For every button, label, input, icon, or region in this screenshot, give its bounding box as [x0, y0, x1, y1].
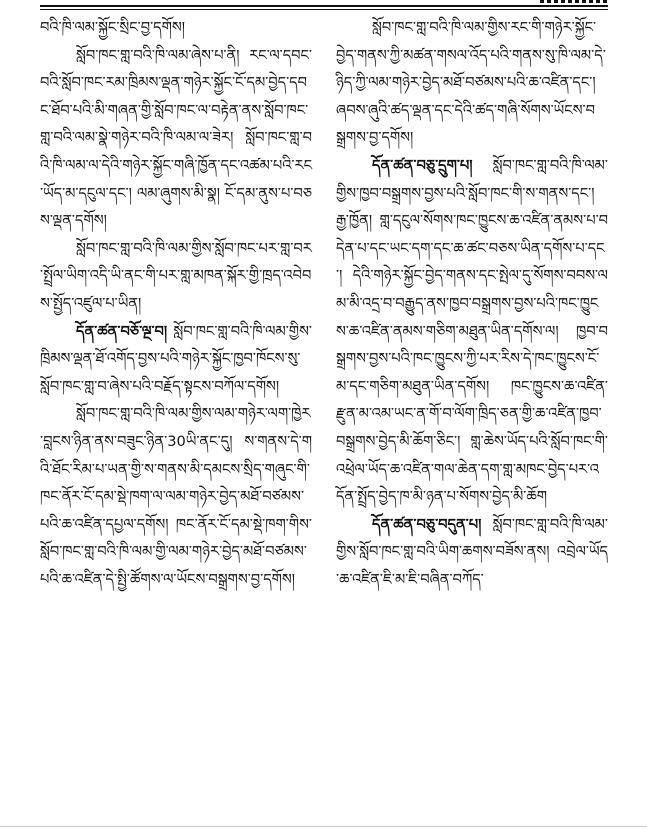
left-paragraph-1-text: བའི་ཁི་ལམ་སྐྱོང་སྲིང་བྱ་དགོས།	[40, 19, 185, 36]
left-paragraph-3-text: སློབ་ཁང་གླ་བའི་ཁི་ལམ་གྱིས་སློབ་ཁང་པར་གླ་བར་སྤྲོལ་ཡིག་འདི་ཡི་ནང་གི་པར་གླ་མཁན་སྐོར་གྱི་ཁྲད་འབེབས་སྤྱོད་འཛུལ་པ་ཡིན།	[40, 239, 312, 312]
right-column	[336, 14, 608, 593]
right-paragraph-3-text: སློབ་ཁང་གླ་བའི་ཁི་ལམ་གྱིས་སློབ་ཁང་གླ་བའི་ཡིག་ཆགས་བཟོས་ནས། འབྲེལ་ཡོད་ཆ་འཛིན་ཇི་མ་ཇི་བཞིན་བཀོད་	[336, 515, 608, 588]
article-15-heading: དོན་ཚན་བཅོ་ལྔ་བ།	[76, 322, 168, 340]
header-rule-thin	[40, 9, 608, 10]
article-16-heading: དོན་ཚན་བཅུ་དྲུག་པ།	[372, 156, 473, 174]
left-paragraph-4	[40, 318, 312, 401]
right-paragraph-3	[336, 511, 608, 594]
left-paragraph-5	[40, 400, 312, 593]
left-paragraph-3	[40, 235, 312, 318]
page-bottom-edge	[0, 826, 647, 827]
header-rule	[40, 5, 608, 7]
right-paragraph-2-text: སློབ་ཁང་གླ་བའི་ཁི་ལམ་གྱིས་ཁྱབ་བསྒྲགས་བྱས་པའི་སློབ་ཁང་གི་ས་གནས་དང་། རྒྱ་ཁྱོན། གླ་དངུལ་སོགས་ཁང་ཁྱུངས་ཆ་འཛིན་ནམས་པ་བདེན་པ་དང་ཡང་དག་དང་ཆ་ཚང་བཅས་ཡིན་དགོས་པ་དང་། དེའི་གཉེར་སྐྱོང་བྱེད་གནས་དང་སྤེལ་དུ་སོགས་བབས་ལམ་མི་འདྲ་བ་བརྒྱུད་ནས་ཁྱབ་བསྒྲགས་བྱས་པའི་ཁང་ཁྱུངས་ཆ་འཛིན་ནམས་གཅིག་མཐུན་ཡིན་དགོས་ལ། ཁྱབ་བསྒྲགས་བྱས་པའི་ཁང་ཁྱུངས་ཀྱི་པར་རིས་དེ་ཁང་ཁྱུངས་ངོ་མ་དང་གཅིག་མཐུན་ཡིན་དགོས། ཁང་ཁྱུངས་ཆ་འཛིན་རྫུན་མ་འམ་ཡང་ན་གོ་བ་ལོག་ཁྲིད་ཅན་གྱི་ཆ་འཛིན་ཁྱབ་བསྒྲགས་བྱེད་མི་ཆོག་ཅིང་། གླ་ཆེས་ཡོད་པའི་སློབ་ཁང་གི་འཕྲེལ་ཡོད་ཆ་འཛིན་གལ་ཆེན་དག་གླ་མཁང་བྱེད་པར་འདོན་སྤྲོད་བྱེད་ཁ་མི་ཉན་པ་སོགས་བྱེད་མི་ཆོག	[336, 156, 608, 506]
left-column	[40, 14, 312, 593]
header-ornament	[540, 0, 608, 3]
left-paragraph-5-text: སློབ་ཁང་གླ་བའི་ཁི་ལམ་གྱིས་ལམ་གཉེར་ལག་ཁྱེར་བླངས་ཉིན་ནས་བཟུང་ཉིན་30ཡི་ནང་དུ། ས་གནས་དེ་གའི་ཐོང་རིམ་པ་ཡན་གྱི་ས་གནས་མི་དམངས་སྲིད་གཞུང་གི་ཁང་ནོར་ངོ་དམ་སྡེ་ཁག་ལ་ལམ་གཉེར་བྱེད་མཐོ་བཙམས་པའི་ཆ་འཛིན་དཔྱལ་དགོས། ཁང་ནོར་ངོ་དམ་སྡེ་ཁག་གིས་སློབ་ཁང་གླ་བའི་ཁི་ལམ་གྱི་ལམ་གཉེར་བྱེད་མཐོ་བཙམས་པའི་ཆ་འཛིན་དེ་སྤྱི་ཚོགས་ལ་ཡོངས་བསྒྲགས་བྱ་དགོས།	[40, 405, 312, 588]
left-paragraph-2-text: སློབ་ཁང་གླ་བའི་ཁི་ལམ་ཞེས་པ་ནི། རང་ལ་དབང་བའི་སློབ་ཁང་རམ་ཁྲིམས་ལྡན་གཉེར་སྐྱོང་ངོ་དམ་བྱེད་དབང་ཐོབ་པའི་མི་གཞན་གྱི་སློབ་ཁང་ལ་བརྟེན་ནས་སློབ་ཁང་གླ་བའི་ལམ་སྣེ་གཉེར་བའི་ཁི་ལམ་ལ་ཟེར། སློབ་ཁང་གླ་བའི་ཁི་ལམ་ལ་དེའི་གཉེར་སྐྱོང་གཞི་ཁྱོན་དང་འཚམ་པའི་རང་ཡོད་མ་དངུལ་དང་། ལམ་ཞུགས་མི་སྣ། ངོ་དམ་ནུས་པ་བཅས་ལྡན་དགོས།	[40, 46, 313, 230]
right-paragraph-1	[336, 14, 608, 152]
right-paragraph-1-text: སློབ་ཁང་གླ་བའི་ཁི་ལམ་གྱིས་རང་གི་གཉེར་སྐྱོང་བྱེད་གནས་ཀྱི་མཚན་གསལ་འོད་པའི་གནས་སུ་ཁི་ལམ་དེ་ཉིད་ཀྱི་ལམ་གཉེར་བྱེད་མཐོ་བཙམས་པའི་ཆ་འཛིན་དང་། ཞབས་ཞུའི་ཚད་ལྡན་དང་དེའི་ཚད་གཞི་སོགས་ཡོངས་བསྒྲགས་བྱ་དགོས།	[336, 19, 606, 147]
right-paragraph-2	[336, 152, 608, 511]
left-paragraph-2	[40, 42, 312, 235]
article-17-heading: དོན་ཚན་བཅུ་བདུན་པ།	[372, 515, 482, 533]
left-paragraph-1	[40, 14, 312, 42]
left-paragraph-4-text: སློབ་ཁང་གླ་བའི་ཁི་ལམ་གྱིས་ཁྲིམས་ལྡན་ཐོ་འགོད་བྱས་པའི་གཉེར་སྐྱོང་ཁྱབ་ཁོངས་སུ་སློབ་ཁང་གླ་བ་ཞེས་པའི་བརྗོད་སྟངས་བཀོལ་དགོས།	[40, 322, 312, 395]
